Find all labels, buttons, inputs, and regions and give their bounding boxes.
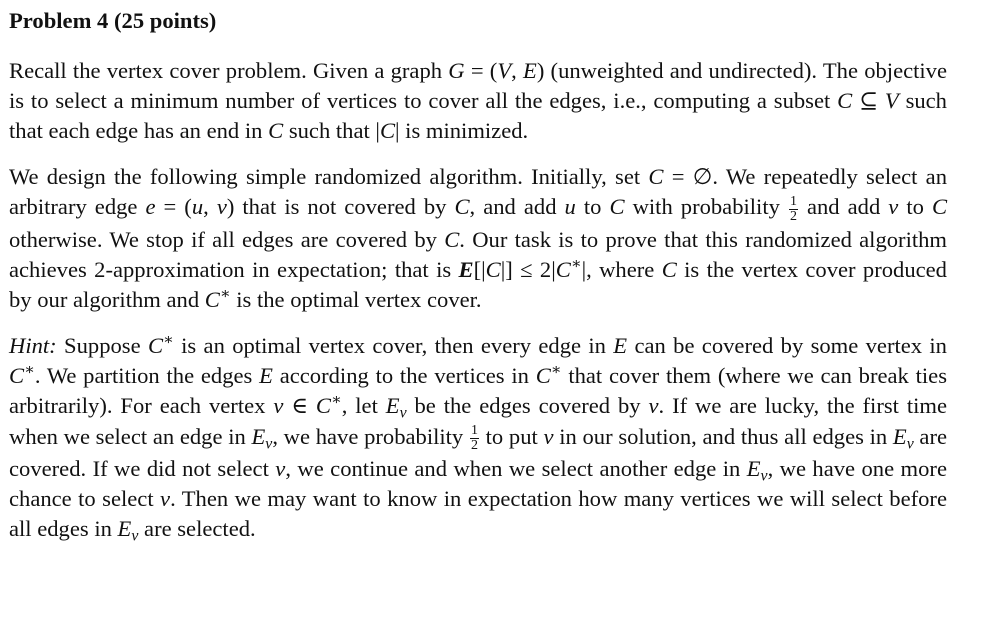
paragraph-hint xyxy=(9,331,947,544)
paragraph-algorithm: We design the following simple randomized algorithm. Initially, set C = ∅. We repeatedly select an arbitrary edge e = (u, v) that is not covered by C, and add u to C with probability $\frac{1}{2}$ and add v to C otherwise. We stop if all edges are covered by C. Our task is to prove that this randomized algorithm achieves 2-approximation in expectation; that is E[|C|] ≤ 2|C∗|, where C is the vertex cover produced by our algorithm and C∗ is the optimal vertex cover. xyxy=(9,164,948,313)
document xyxy=(9,0,947,544)
problem-title: Problem 4 xyxy=(9,8,109,33)
hint-label: Hint: xyxy=(9,333,57,359)
hint-text: Suppose C∗ is an optimal vertex cover, then every edge in E can be covered by some vertex in C∗. We partition the edges E according to the vertices in C∗ that cover them (where we can break ties arbitrarily). For each vertex v ∈ C∗, let $E_v$ be the edges covered by v. If we are lucky, the first time when we select an edge in $E_v$, we have probability $\frac{1}{2}$ to put v in our solution, and thus all edges in $E_v$ are covered. If we did not select v, we continue and when we select another edge in $E_v$, we have one more chance to select v. Then we may want to know in expectation how many vertices we will select before all edges in $E_v$ are selected. xyxy=(9,331,948,546)
problem-points: (25 points) xyxy=(114,8,217,33)
fraction-one-half: $\frac{1}{2}$ xyxy=(470,422,478,454)
fraction-one-half: $\frac{1}{2}$ xyxy=(789,193,797,225)
problem-heading xyxy=(9,0,947,37)
paragraph-problem-statement: Recall the vertex cover problem. Given a graph G = (V, E) (unweighted and undirected). The objective is to select a minimum number of vertices to cover all the edges, i.e., computing a subset C ⊆ V such that each edge has an end in C such that |C| is minimized. xyxy=(9,58,948,144)
